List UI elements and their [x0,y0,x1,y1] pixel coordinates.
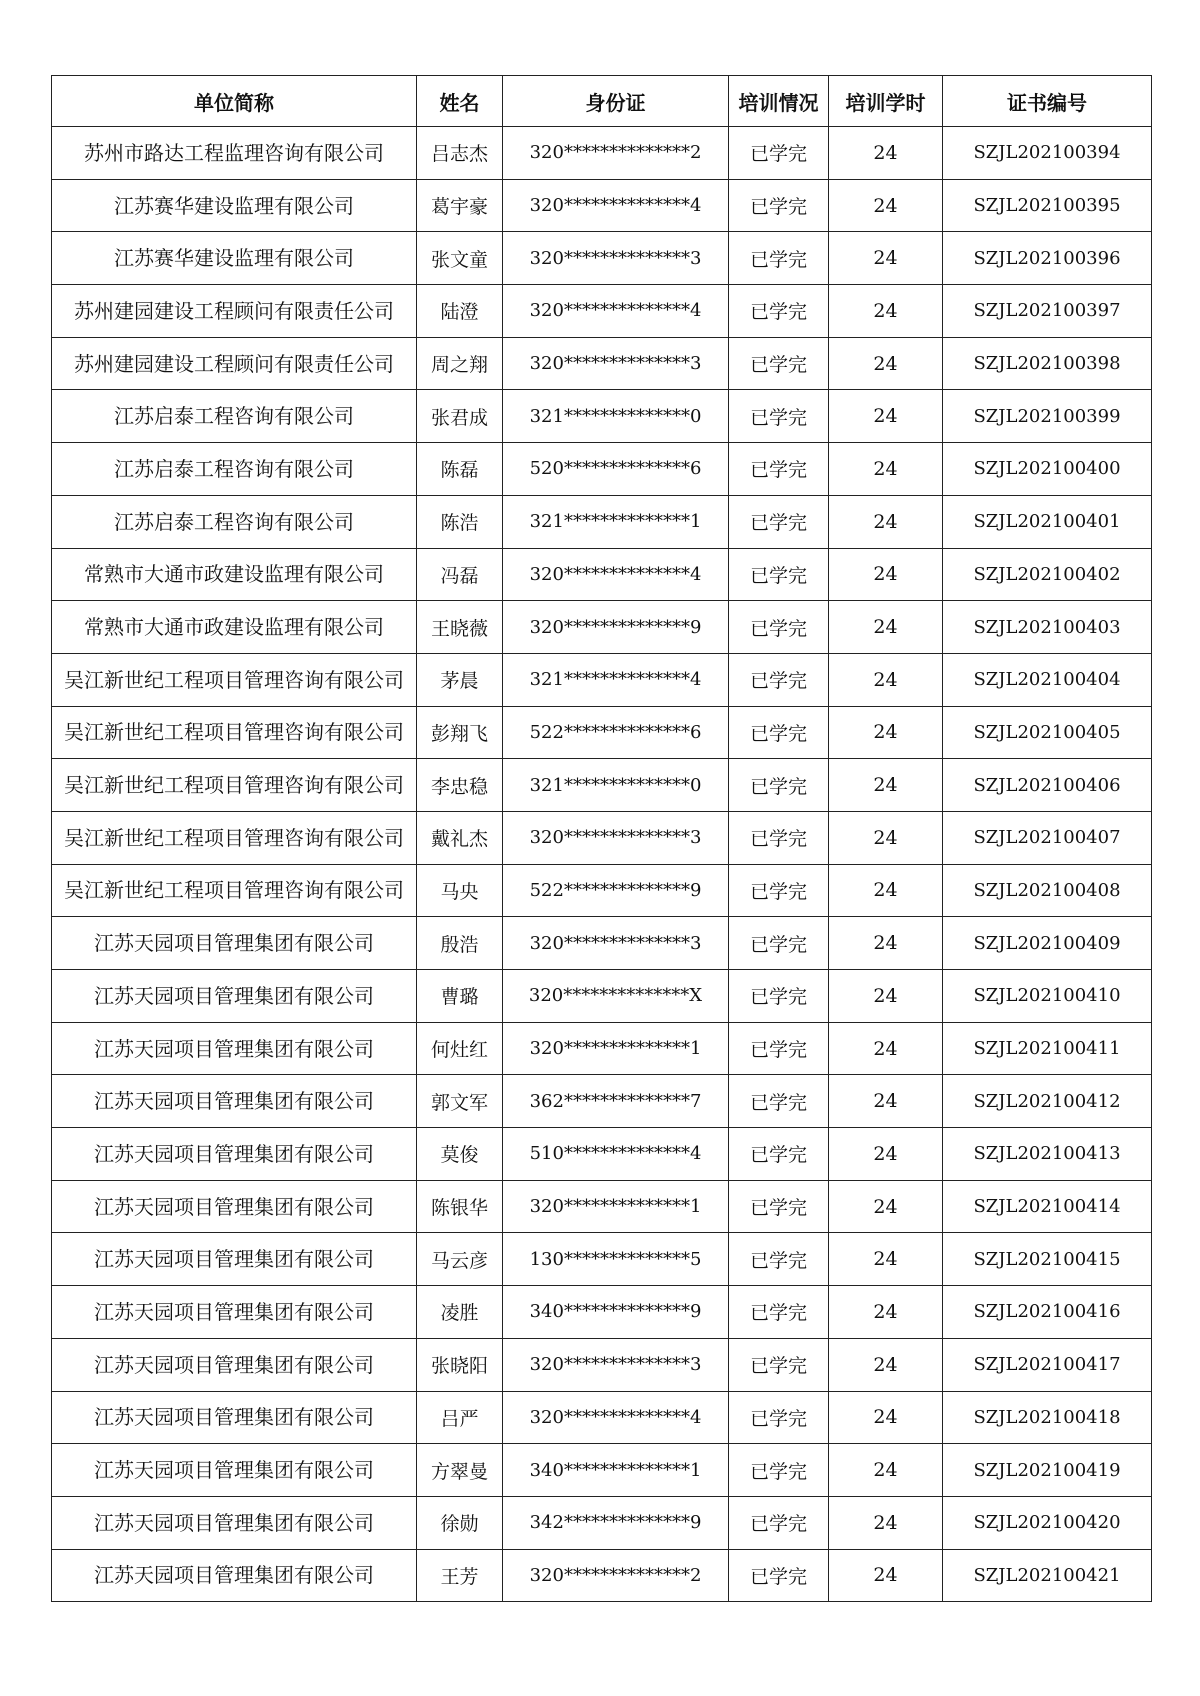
table-row [52,970,1152,1023]
table-row [52,1180,1152,1233]
name-cell: 茅晨 [417,653,503,706]
header-certificate-number: 证书编号 [943,76,1152,127]
training-hours-cell: 24 [829,1549,943,1602]
id-number-cell: 320**************3 [503,232,729,285]
training-status-cell: 已学完 [729,232,829,285]
id-number-cell: 320**************9 [503,601,729,654]
unit-cell: 江苏启泰工程咨询有限公司 [52,443,417,496]
name-cell: 郭文军 [417,1075,503,1128]
table-row [52,337,1152,390]
table-row [52,1022,1152,1075]
training-hours-cell: 24 [829,337,943,390]
certificate-number-cell: SZJL202100405 [943,706,1152,759]
training-hours-cell: 24 [829,653,943,706]
certificate-number-cell: SZJL202100411 [943,1022,1152,1075]
table-row [52,127,1152,180]
name-cell: 方翠曼 [417,1444,503,1497]
header-row [52,76,1152,127]
training-hours-cell: 24 [829,759,943,812]
training-hours-cell: 24 [829,601,943,654]
certificate-number-cell: SZJL202100396 [943,232,1152,285]
training-status-cell: 已学完 [729,1338,829,1391]
table-row [52,179,1152,232]
unit-cell: 江苏启泰工程咨询有限公司 [52,390,417,443]
name-cell: 马云彦 [417,1233,503,1286]
training-hours-cell: 24 [829,811,943,864]
unit-cell: 江苏天园项目管理集团有限公司 [52,1444,417,1497]
name-cell: 吕严 [417,1391,503,1444]
unit-cell: 江苏天园项目管理集团有限公司 [52,1496,417,1549]
certificate-number-cell: SZJL202100404 [943,653,1152,706]
certificate-number-cell: SZJL202100410 [943,970,1152,1023]
unit-cell: 吴江新世纪工程项目管理咨询有限公司 [52,706,417,759]
name-cell: 李忠稳 [417,759,503,812]
certificate-number-cell: SZJL202100401 [943,495,1152,548]
certificate-number-cell: SZJL202100413 [943,1128,1152,1181]
training-hours-cell: 24 [829,1075,943,1128]
name-cell: 戴礼杰 [417,811,503,864]
id-number-cell: 320**************3 [503,1338,729,1391]
unit-cell: 江苏天园项目管理集团有限公司 [52,1128,417,1181]
id-number-cell: 320**************4 [503,548,729,601]
certificate-number-cell: SZJL202100402 [943,548,1152,601]
unit-cell: 江苏天园项目管理集团有限公司 [52,1338,417,1391]
training-hours-cell: 24 [829,548,943,601]
id-number-cell: 320**************3 [503,811,729,864]
table-row [52,1128,1152,1181]
id-number-cell: 320**************4 [503,285,729,338]
training-status-cell: 已学完 [729,127,829,180]
training-hours-cell: 24 [829,1286,943,1339]
training-status-cell: 已学完 [729,917,829,970]
unit-cell: 苏州建园建设工程顾问有限责任公司 [52,285,417,338]
name-cell: 冯磊 [417,548,503,601]
table-row [52,1391,1152,1444]
unit-cell: 江苏天园项目管理集团有限公司 [52,1286,417,1339]
training-status-cell: 已学完 [729,1286,829,1339]
name-cell: 张晓阳 [417,1338,503,1391]
table-row [52,1286,1152,1339]
training-status-cell: 已学完 [729,759,829,812]
id-number-cell: 320**************4 [503,179,729,232]
training-hours-cell: 24 [829,970,943,1023]
id-number-cell: 321**************4 [503,653,729,706]
training-status-cell: 已学完 [729,706,829,759]
certificate-number-cell: SZJL202100398 [943,337,1152,390]
training-hours-cell: 24 [829,285,943,338]
header-training-status: 培训情况 [729,76,829,127]
certificate-number-cell: SZJL202100414 [943,1180,1152,1233]
training-status-cell: 已学完 [729,1391,829,1444]
training-hours-cell: 24 [829,232,943,285]
name-cell: 吕志杰 [417,127,503,180]
unit-cell: 吴江新世纪工程项目管理咨询有限公司 [52,864,417,917]
id-number-cell: 320**************1 [503,1180,729,1233]
id-number-cell: 522**************9 [503,864,729,917]
certificate-number-cell: SZJL202100417 [943,1338,1152,1391]
certificate-number-cell: SZJL202100395 [943,179,1152,232]
name-cell: 张君成 [417,390,503,443]
training-hours-cell: 24 [829,917,943,970]
id-number-cell: 320**************2 [503,1549,729,1602]
unit-cell: 苏州市路达工程监理咨询有限公司 [52,127,417,180]
training-status-cell: 已学完 [729,1180,829,1233]
id-number-cell: 362**************7 [503,1075,729,1128]
table-body [52,127,1152,1602]
certificate-number-cell: SZJL202100412 [943,1075,1152,1128]
name-cell: 彭翔飞 [417,706,503,759]
training-hours-cell: 24 [829,1496,943,1549]
unit-cell: 江苏天园项目管理集团有限公司 [52,1180,417,1233]
training-hours-cell: 24 [829,1391,943,1444]
training-hours-cell: 24 [829,1022,943,1075]
certificate-number-cell: SZJL202100403 [943,601,1152,654]
training-hours-cell: 24 [829,495,943,548]
training-hours-cell: 24 [829,706,943,759]
training-status-cell: 已学完 [729,653,829,706]
training-status-cell: 已学完 [729,495,829,548]
certificate-number-cell: SZJL202100418 [943,1391,1152,1444]
training-status-cell: 已学完 [729,548,829,601]
unit-cell: 江苏天园项目管理集团有限公司 [52,917,417,970]
table-row [52,1444,1152,1497]
name-cell: 马央 [417,864,503,917]
certificate-number-cell: SZJL202100397 [943,285,1152,338]
table-row [52,1233,1152,1286]
table-row [52,811,1152,864]
name-cell: 莫俊 [417,1128,503,1181]
table-row [52,495,1152,548]
name-cell: 王芳 [417,1549,503,1602]
training-status-cell: 已学完 [729,811,829,864]
certificate-number-cell: SZJL202100409 [943,917,1152,970]
certificate-number-cell: SZJL202100416 [943,1286,1152,1339]
unit-cell: 江苏启泰工程咨询有限公司 [52,495,417,548]
id-number-cell: 520**************6 [503,443,729,496]
id-number-cell: 340**************1 [503,1444,729,1497]
table-row [52,548,1152,601]
table-header [52,76,1152,127]
unit-cell: 常熟市大通市政建设监理有限公司 [52,548,417,601]
unit-cell: 江苏天园项目管理集团有限公司 [52,1022,417,1075]
certificate-number-cell: SZJL202100419 [943,1444,1152,1497]
training-hours-cell: 24 [829,1233,943,1286]
unit-cell: 江苏赛华建设监理有限公司 [52,179,417,232]
table-row [52,917,1152,970]
name-cell: 陆澄 [417,285,503,338]
training-hours-cell: 24 [829,1128,943,1181]
table-row [52,443,1152,496]
table-row [52,653,1152,706]
unit-cell: 吴江新世纪工程项目管理咨询有限公司 [52,653,417,706]
id-number-cell: 522**************6 [503,706,729,759]
certificate-number-cell: SZJL202100415 [943,1233,1152,1286]
training-status-cell: 已学完 [729,1075,829,1128]
table-row [52,390,1152,443]
unit-cell: 江苏天园项目管理集团有限公司 [52,970,417,1023]
certificate-number-cell: SZJL202100400 [943,443,1152,496]
header-training-hours: 培训学时 [829,76,943,127]
id-number-cell: 340**************9 [503,1286,729,1339]
training-status-cell: 已学完 [729,443,829,496]
certificate-number-cell: SZJL202100406 [943,759,1152,812]
table-row [52,285,1152,338]
id-number-cell: 320**************3 [503,337,729,390]
table-row [52,1075,1152,1128]
table-row [52,864,1152,917]
training-hours-cell: 24 [829,443,943,496]
unit-cell: 江苏天园项目管理集团有限公司 [52,1549,417,1602]
training-hours-cell: 24 [829,864,943,917]
name-cell: 葛宇豪 [417,179,503,232]
name-cell: 何灶红 [417,1022,503,1075]
id-number-cell: 510**************4 [503,1128,729,1181]
unit-cell: 江苏赛华建设监理有限公司 [52,232,417,285]
training-status-cell: 已学完 [729,179,829,232]
certificate-number-cell: SZJL202100421 [943,1549,1152,1602]
training-hours-cell: 24 [829,127,943,180]
table-row [52,232,1152,285]
training-status-cell: 已学完 [729,1128,829,1181]
unit-cell: 常熟市大通市政建设监理有限公司 [52,601,417,654]
training-status-cell: 已学完 [729,601,829,654]
name-cell: 曹璐 [417,970,503,1023]
training-status-cell: 已学完 [729,390,829,443]
training-roster-table [51,75,1152,1602]
name-cell: 徐勋 [417,1496,503,1549]
name-cell: 张文童 [417,232,503,285]
name-cell: 殷浩 [417,917,503,970]
unit-cell: 江苏天园项目管理集团有限公司 [52,1233,417,1286]
name-cell: 陈浩 [417,495,503,548]
unit-cell: 苏州建园建设工程顾问有限责任公司 [52,337,417,390]
certificate-number-cell: SZJL202100420 [943,1496,1152,1549]
id-number-cell: 321**************0 [503,390,729,443]
table-row [52,706,1152,759]
table-row [52,759,1152,812]
name-cell: 王晓薇 [417,601,503,654]
header-unit: 单位简称 [52,76,417,127]
training-status-cell: 已学完 [729,337,829,390]
training-status-cell: 已学完 [729,1444,829,1497]
training-hours-cell: 24 [829,179,943,232]
training-hours-cell: 24 [829,1444,943,1497]
training-status-cell: 已学完 [729,970,829,1023]
training-hours-cell: 24 [829,1338,943,1391]
name-cell: 陈银华 [417,1180,503,1233]
id-number-cell: 321**************0 [503,759,729,812]
unit-cell: 江苏天园项目管理集团有限公司 [52,1391,417,1444]
header-name: 姓名 [417,76,503,127]
training-status-cell: 已学完 [729,1233,829,1286]
training-status-cell: 已学完 [729,864,829,917]
certificate-number-cell: SZJL202100408 [943,864,1152,917]
training-hours-cell: 24 [829,390,943,443]
training-status-cell: 已学完 [729,1549,829,1602]
id-number-cell: 320**************4 [503,1391,729,1444]
table-row [52,1338,1152,1391]
certificate-number-cell: SZJL202100399 [943,390,1152,443]
unit-cell: 吴江新世纪工程项目管理咨询有限公司 [52,811,417,864]
training-status-cell: 已学完 [729,1496,829,1549]
id-number-cell: 342**************9 [503,1496,729,1549]
id-number-cell: 321**************1 [503,495,729,548]
unit-cell: 江苏天园项目管理集团有限公司 [52,1075,417,1128]
id-number-cell: 320**************X [503,970,729,1023]
id-number-cell: 130**************5 [503,1233,729,1286]
unit-cell: 吴江新世纪工程项目管理咨询有限公司 [52,759,417,812]
training-status-cell: 已学完 [729,1022,829,1075]
table-row [52,1496,1152,1549]
table-row [52,601,1152,654]
training-hours-cell: 24 [829,1180,943,1233]
id-number-cell: 320**************3 [503,917,729,970]
training-status-cell: 已学完 [729,285,829,338]
id-number-cell: 320**************2 [503,127,729,180]
certificate-number-cell: SZJL202100394 [943,127,1152,180]
name-cell: 凌胜 [417,1286,503,1339]
name-cell: 陈磊 [417,443,503,496]
id-number-cell: 320**************1 [503,1022,729,1075]
name-cell: 周之翔 [417,337,503,390]
header-id-number: 身份证 [503,76,729,127]
certificate-number-cell: SZJL202100407 [943,811,1152,864]
table-row [52,1549,1152,1602]
